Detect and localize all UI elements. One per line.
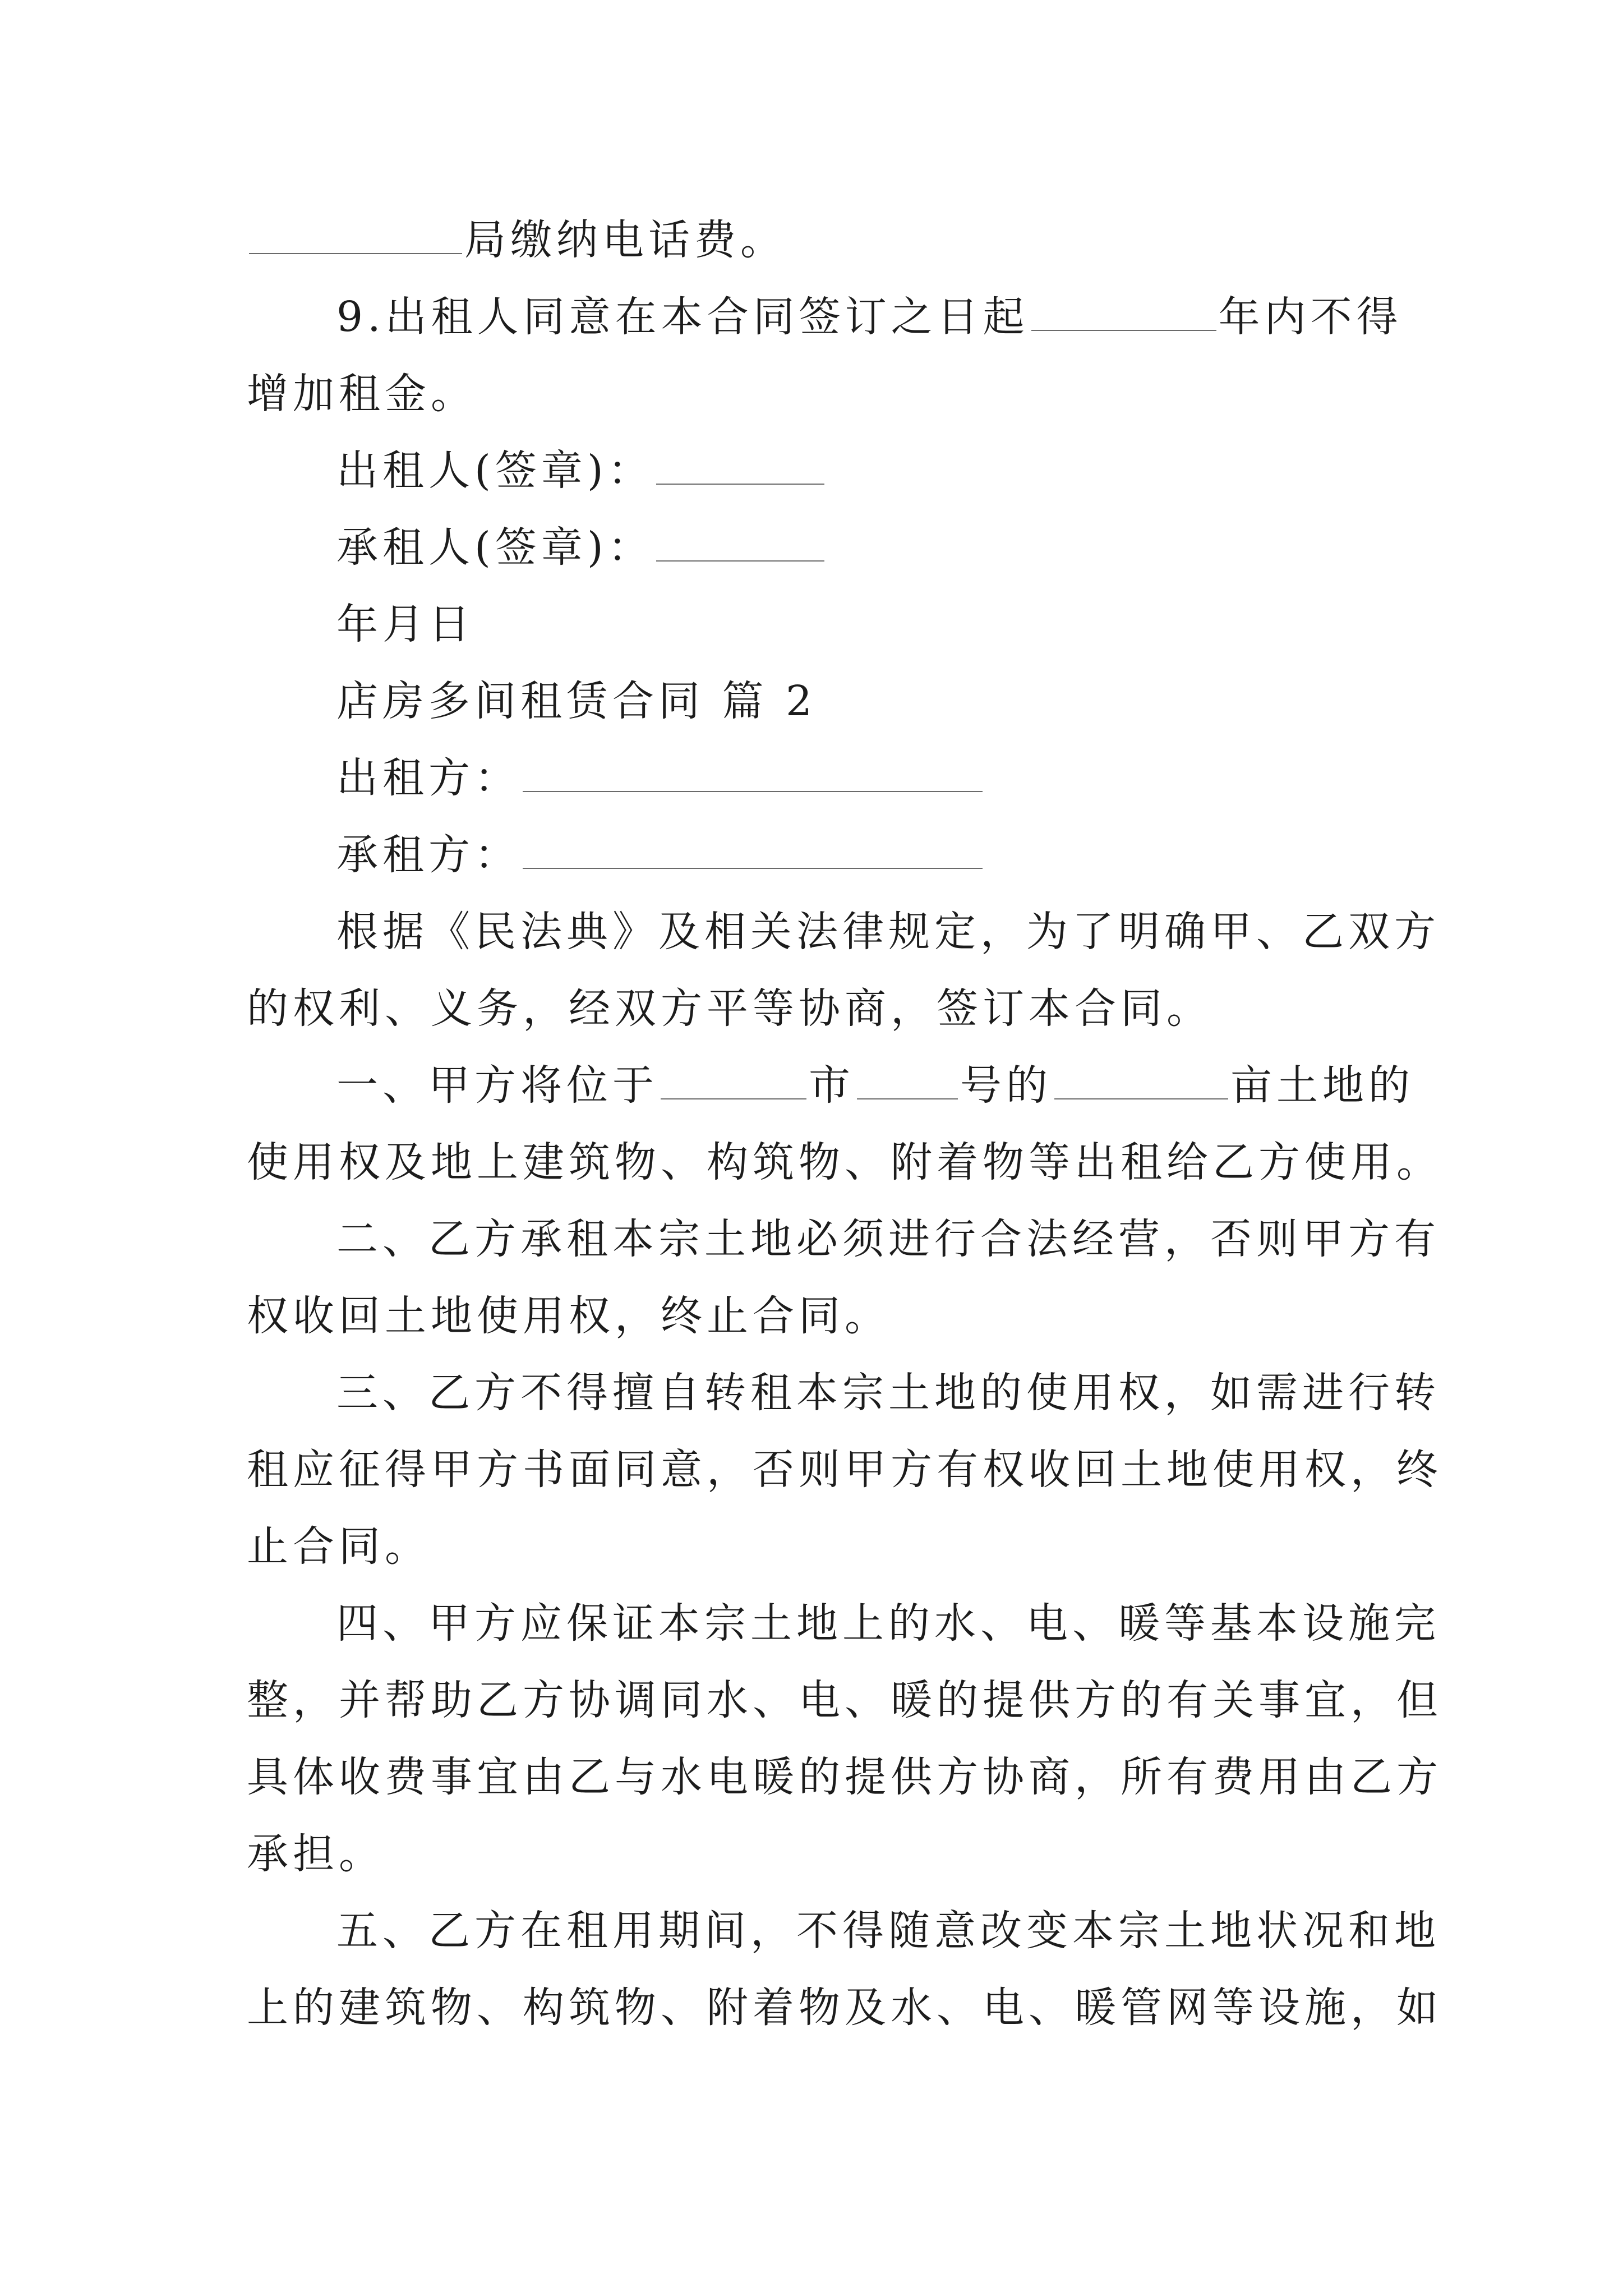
text-run: 一、甲方将位于 <box>336 1061 658 1110</box>
paragraph-line: 使用权及地上建筑物、构筑物、附着物等出租给乙方使用。 <box>247 1138 1442 1186</box>
text-run: 出租人(签章)： <box>336 447 654 495</box>
document-body <box>247 202 1442 2046</box>
blank-field <box>523 834 983 869</box>
text-run: 承租方： <box>336 831 520 879</box>
blank-field <box>656 450 824 485</box>
paragraph-line <box>247 202 1391 279</box>
blank-field <box>249 219 462 254</box>
paragraph-line: 租应征得甲方书面同意，否则甲方有权收回土地使用权，终 <box>247 1446 1442 1494</box>
paragraph-line: 承担。 <box>247 1830 385 1878</box>
blank-field <box>857 1065 958 1099</box>
paragraph-line: 上的建筑物、构筑物、附着物及水、电、暖管网等设施，如 <box>247 1984 1442 2032</box>
lessor-party-line <box>247 740 1391 817</box>
text-run: 承租人(签章)： <box>336 523 654 572</box>
paragraph-line: 整，并帮助乙方协调同水、电、暖的提供方的有关事宜，但 <box>247 1676 1442 1724</box>
lessor-signature-line <box>247 432 1391 509</box>
paragraph-line: 具体收费事宜由乙与水电暖的提供方协商，所有费用由乙方 <box>247 1753 1442 1801</box>
blank-field <box>523 757 983 792</box>
paragraph-line <box>247 1047 1414 1124</box>
paragraph-line: 根据《民法典》及相关法律规定，为了明确甲、乙双方 <box>336 908 1440 956</box>
blank-field <box>661 1065 806 1099</box>
blank-field <box>656 527 824 562</box>
paragraph-line: 增加租金。 <box>247 370 477 418</box>
lessee-party-line <box>247 817 1391 894</box>
paragraph-line: 四、甲方应保证本宗土地上的水、电、暖等基本设施完 <box>336 1599 1440 1648</box>
text-run: 9.出租人同意在本合同签订之日起 <box>336 293 1029 341</box>
blank-field <box>1031 296 1216 331</box>
text-run: 年内不得 <box>1218 293 1403 341</box>
paragraph-line: 权收回土地使用权，终止合同。 <box>247 1292 891 1340</box>
paragraph-line: 三、乙方不得擅自转租本宗土地的使用权，如需进行转 <box>336 1369 1440 1417</box>
text-run: 市 <box>809 1061 855 1110</box>
text-run: 号的 <box>960 1061 1052 1110</box>
text-run: 出租方： <box>336 754 520 802</box>
date-line: 年月日 <box>336 600 474 648</box>
section-title: 店房多间租赁合同 篇 2 <box>336 677 817 725</box>
paragraph-line <box>247 279 1403 356</box>
text-run: 亩土地的 <box>1230 1061 1414 1110</box>
blank-field <box>1054 1065 1228 1099</box>
paragraph-line: 的权利、义务，经双方平等协商，签订本合同。 <box>247 984 1212 1033</box>
lessee-signature-line <box>247 509 1391 586</box>
paragraph-line: 五、乙方在租用期间，不得随意改变本宗土地状况和地 <box>336 1907 1440 1955</box>
paragraph-line: 止合同。 <box>247 1522 431 1571</box>
text-run: 局缴纳电话费。 <box>464 216 786 264</box>
paragraph-line: 二、乙方承租本宗土地必须进行合法经营，否则甲方有 <box>336 1215 1440 1263</box>
